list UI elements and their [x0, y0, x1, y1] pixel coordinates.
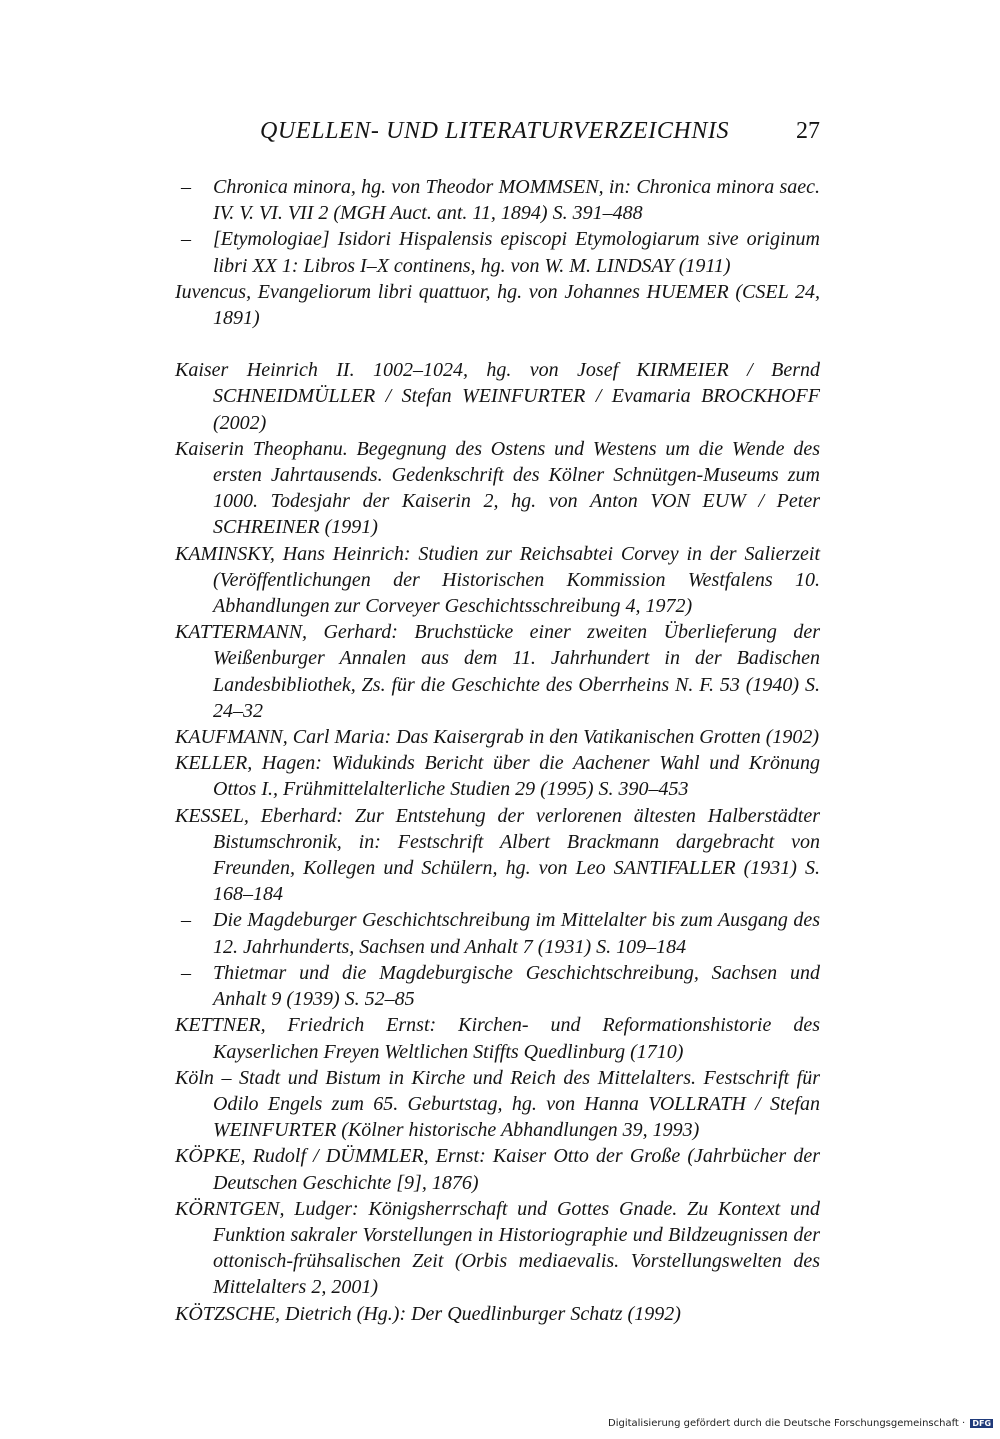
entry-text: Iuvencus, Evangeliorum libri quattuor, hg. von Johannes HUEMER (CSEL 24, 1891) — [175, 280, 820, 330]
entry-text: KÖRNTGEN, Ludger: Königsherrschaft und Gottes Gnade. Zu Kontext und Funktion sakraler Vorstellungen in Historiographie und Bildzeugnissen der ottonisch-frühsalischen Zeit (Orbis mediaevalis. Vorstellungswelten des Mittelalters 2, 2001) — [175, 1197, 820, 1299]
bibliography-entry — [175, 803, 820, 908]
bibliography-entry — [175, 226, 820, 278]
bibliography-entry — [175, 750, 820, 802]
bibliography-entry — [175, 1196, 820, 1301]
footer-credit — [608, 1418, 993, 1429]
entry-text: KÖTZSCHE, Dietrich (Hg.): Der Quedlinburger Schatz (1992) — [175, 1302, 681, 1325]
ditto-dash: – — [181, 961, 191, 984]
running-title: QUELLEN- UND LITERATURVERZEICHNIS — [260, 118, 730, 144]
bibliography-entry — [175, 960, 820, 1012]
entry-text: KÖPKE, Rudolf / DÜMMLER, Ernst: Kaiser Otto der Große (Jahrbücher der Deutschen Geschichte [9], 1876) — [175, 1145, 820, 1194]
entry-text: [Etymologiae] Isidori Hispalensis episcopi Etymologiarum sive originum libri XX 1: Libros I–X continens, hg. von W. M. LINDSAY (1911) — [213, 228, 820, 277]
entry-text: KELLER, Hagen: Widukinds Bericht über die Aachener Wahl und Krönung Ottos I., Frühmittelalterliche Studien 29 (1995) S. 390–453 — [175, 752, 820, 801]
ditto-dash: – — [181, 909, 191, 932]
bibliography-entry — [175, 279, 820, 331]
bibliography-entry — [175, 1065, 820, 1144]
entry-text: Die Magdeburger Geschichtschreibung im Mittelalter bis zum Ausgang des 12. Jahrhunderts, Sachsen und Anhalt 7 (1931) S. 109–184 — [213, 909, 820, 958]
bibliography-entry — [175, 436, 820, 541]
entry-text: Thietmar und die Magdeburgische Geschichtschreibung, Sachsen und Anhalt 9 (1939) S. 52–85 — [213, 961, 820, 1011]
entry-text: Kaiserin Theophanu. Begegnung des Ostens und Westens um die Wende des ersten Jahrtausends. Gedenkschrift des Kölner Schnütgen-Museums zum 1000. Todesjahr der Kaiserin 2, hg. von Anton VON EUW / Peter SCHREINER (1991) — [175, 437, 820, 539]
bibliography-list — [175, 174, 820, 1327]
ditto-dash: – — [181, 228, 191, 251]
ditto-dash: – — [181, 176, 191, 198]
section-gap — [175, 331, 820, 357]
footer-text: Digitalisierung gefördert durch die Deutsche Forschungsgemeinschaft · — [608, 1418, 966, 1429]
entry-text: Chronica minora, hg. von Theodor MOMMSEN, in: Chronica minora saec. IV. V. VI. VII 2 (MGH Auct. ant. 11, 1894) S. 391–488 — [213, 176, 820, 225]
bibliography-entry — [175, 619, 820, 724]
page-header — [175, 118, 820, 152]
entry-text: Köln – Stadt und Bistum in Kirche und Reich des Mittelalters. Festschrift für Odilo Engels zum 65. Geburtstag, hg. von Hanna VOLLRATH / Stefan WEINFURTER (Kölner historische Abhandlungen 39, 1993) — [175, 1066, 820, 1142]
entry-text: KATTERMANN, Gerhard: Bruchstücke einer zweiten Überlieferung der Weißenburger Annalen aus dem 11. Jahrhundert in der Badischen Landesbibliothek, Zs. für die Geschichte des Oberrheins N. F. 53 (1940) S. 24–32 — [175, 621, 820, 722]
bibliography-entry — [175, 357, 820, 436]
bibliography-entry — [175, 1301, 820, 1327]
bibliography-entry — [175, 724, 820, 750]
bibliography-entry — [175, 541, 820, 620]
bibliography-entry — [175, 174, 820, 226]
entry-text: KESSEL, Eberhard: Zur Entstehung der verlorenen ältesten Halberstädter Bistumschronik, in: Festschrift Albert Brackmann dargebracht von Freunden, Kollegen und Schülern, hg. von Leo SANTIFALLER (1931) S. 168–184 — [175, 804, 820, 906]
bibliography-entry — [175, 907, 820, 959]
bibliography-entry — [175, 1012, 820, 1064]
entry-text: KAMINSKY, Hans Heinrich: Studien zur Reichsabtei Corvey in der Salierzeit (Veröffentlichungen der Historischen Kommission Westfalens 10. Abhandlungen zur Corveyer Geschichtsschreibung 4, 1972) — [175, 542, 820, 618]
entry-text: KETTNER, Friedrich Ernst: Kirchen- und Reformationshistorie des Kayserlichen Freyen Weltlichen Stiffts Quedlinburg (1710) — [175, 1014, 820, 1063]
bibliography-entry — [175, 1143, 820, 1195]
page-number: 27 — [796, 118, 820, 144]
dfg-logo: DFG — [972, 1418, 992, 1428]
entry-text: KAUFMANN, Carl Maria: Das Kaisergrab in den Vatikanischen Grotten (1902) — [175, 726, 820, 749]
entry-text: Kaiser Heinrich II. 1002–1024, hg. von Josef KIRMEIER / Bernd SCHNEIDMÜLLER / Stefan WEINFURTER / Evamaria BROCKHOFF (2002) — [175, 359, 820, 434]
